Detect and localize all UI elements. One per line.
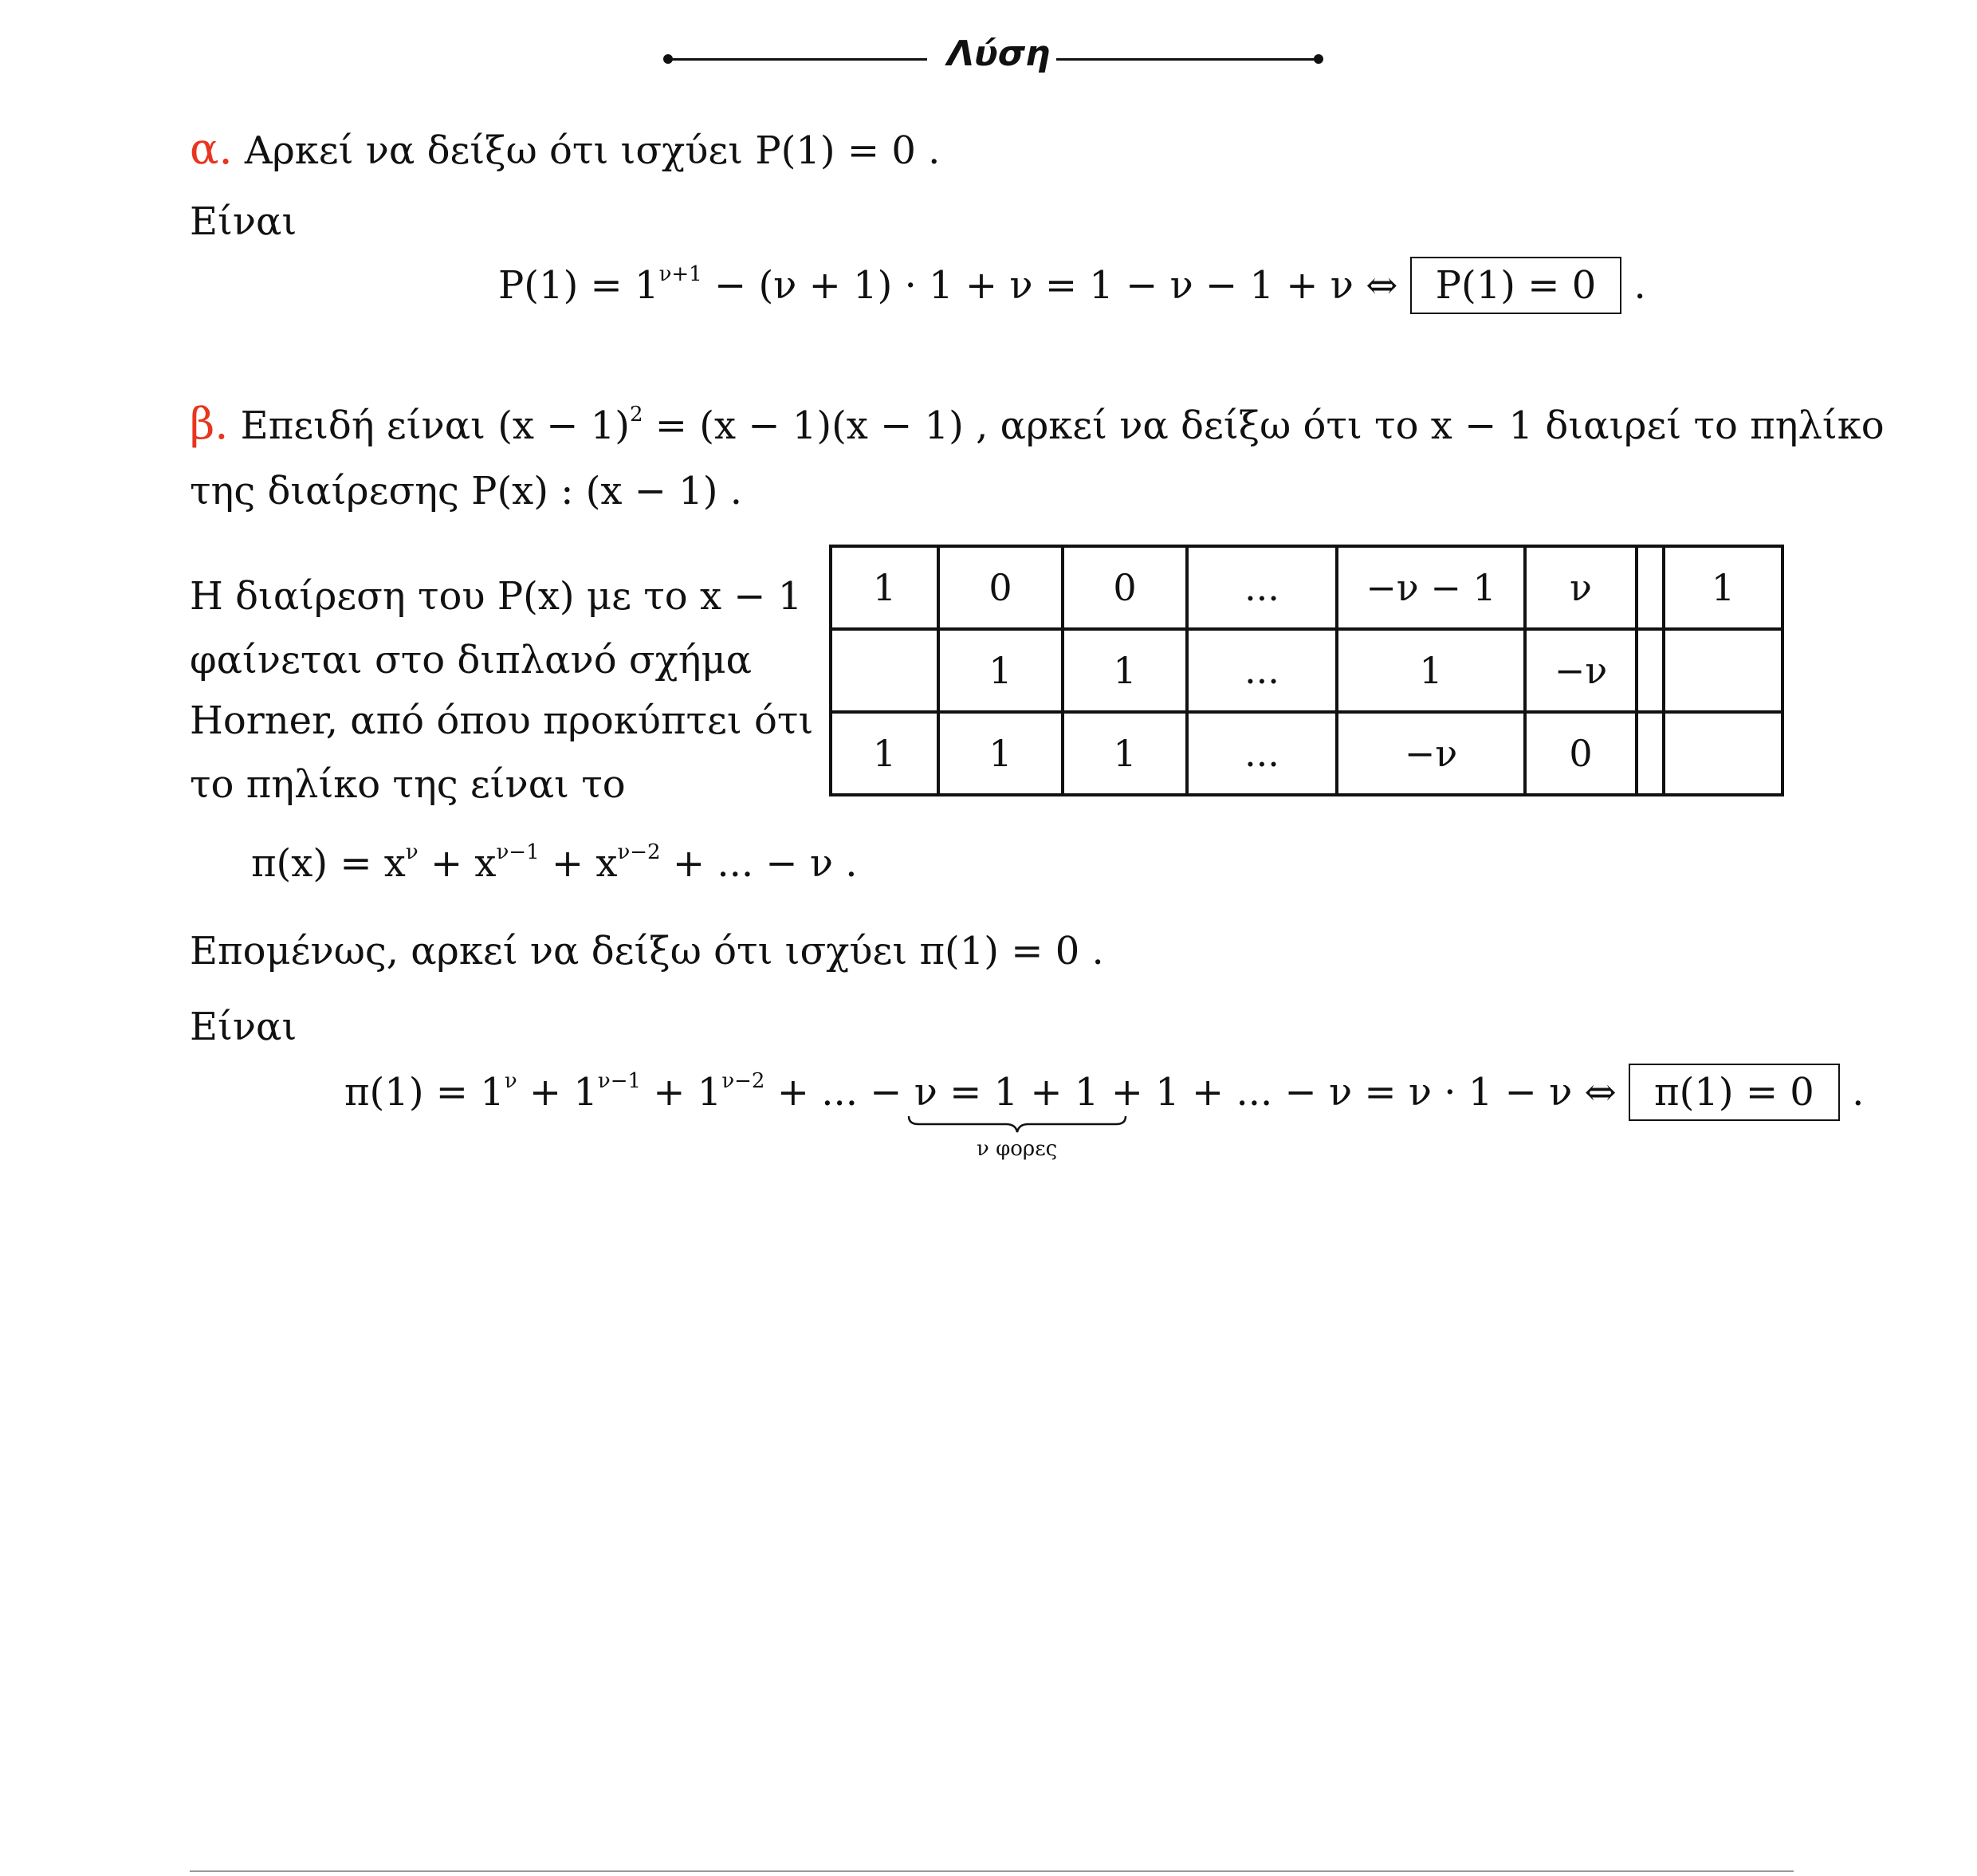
horner-row-products xyxy=(831,629,1782,712)
horner-separator xyxy=(1637,546,1664,629)
beta-line1-sup: 2 xyxy=(630,403,643,427)
horner-row-coefficients xyxy=(831,546,1782,629)
therefore-statement: Επομένως, αρκεί να δείξω ότι ισχύει π(1) = 0 . xyxy=(190,929,1104,973)
f-sup-1: ν xyxy=(504,1069,517,1093)
horner-cell: ν xyxy=(1525,546,1637,629)
beta-para-2: φαίνεται στο διπλανό σχήμα xyxy=(190,638,753,682)
f-a: π(1) = 1 xyxy=(344,1070,505,1115)
beta-einai: Είναι xyxy=(190,1005,297,1049)
pi-sup-1: ν xyxy=(405,840,419,864)
horner-cell: 0 xyxy=(938,546,1063,629)
f-end: . xyxy=(1852,1070,1865,1115)
alpha-eq-end: . xyxy=(1633,263,1646,308)
horner-cell: 1 xyxy=(831,712,938,795)
horner-cell: 0 xyxy=(1063,546,1187,629)
horner-row-quotient xyxy=(831,712,1782,795)
f-b: + 1 xyxy=(517,1070,598,1115)
f-d: + ... − ν = xyxy=(764,1070,994,1115)
horner-cell xyxy=(1664,712,1782,795)
beta-para-4: το πηλίκο της είναι το xyxy=(190,762,626,807)
beta-line-1 xyxy=(190,399,1885,449)
f-sup-3: ν−2 xyxy=(721,1069,765,1093)
title-right-rule xyxy=(1056,58,1318,61)
pi-d: + ... − ν . xyxy=(660,841,858,886)
pi-b: + x xyxy=(418,841,497,886)
alpha-statement xyxy=(190,124,940,174)
f-e: − ν = ν · 1 − ν ⇔ xyxy=(1272,1070,1617,1115)
horner-cell: ... xyxy=(1187,546,1337,629)
beta-result-box: π(1) = 0 xyxy=(1629,1064,1840,1121)
horner-cell: 1 xyxy=(831,546,938,629)
brace-label: ν φορες xyxy=(977,1137,1058,1161)
horner-table xyxy=(829,545,1784,796)
horner-cell: ... xyxy=(1187,712,1337,795)
beta-label: β. xyxy=(190,399,229,449)
beta-line1-a: Επειδή είναι (x − 1) xyxy=(240,403,630,448)
beta-line1-b: = (x − 1)(x − 1) , αρκεί να δείξω ότι το x − 1 διαιρεί το πηλίκο xyxy=(643,403,1885,448)
horner-separator xyxy=(1637,712,1664,795)
horner-cell xyxy=(1664,629,1782,712)
beta-line-2: της διαίρεσης P(x) : (x − 1) . xyxy=(190,469,742,513)
alpha-einai: Είναι xyxy=(190,199,297,244)
alpha-label: α. xyxy=(190,124,233,174)
section-title: Λύση xyxy=(947,33,1051,74)
horner-cell: 0 xyxy=(1525,712,1637,795)
pi-sup-3: ν−2 xyxy=(617,840,661,864)
pi-a: π(x) = x xyxy=(251,841,406,886)
pi-sup-2: ν−1 xyxy=(496,840,540,864)
f-c: + 1 xyxy=(641,1070,722,1115)
footer-rule xyxy=(190,1870,1794,1872)
horner-separator xyxy=(1637,629,1664,712)
horner-cell: −ν xyxy=(1337,712,1525,795)
alpha-statement-text: Αρκεί να δείξω ότι ισχύει P(1) = 0 . xyxy=(244,128,941,173)
horner-cell: 1 xyxy=(938,712,1063,795)
alpha-eq-lhs: P(1) = 1 xyxy=(498,263,659,308)
horner-cell: 1 xyxy=(1063,712,1187,795)
horner-cell: −ν xyxy=(1525,629,1637,712)
quotient-formula xyxy=(251,841,858,886)
underbrace-icon xyxy=(907,1115,1127,1135)
pi-c: + x xyxy=(539,841,618,886)
title-left-rule xyxy=(668,58,927,61)
beta-para-3: Horner, από όπου προκύπτει ότι xyxy=(190,698,814,743)
title-right-dot xyxy=(1314,54,1323,64)
alpha-eq-sup: ν+1 xyxy=(658,262,702,286)
horner-cell: 1 xyxy=(938,629,1063,712)
underbrace-terms: 1 + 1 + 1 + ... xyxy=(993,1070,1273,1115)
beta-para-1: Η διαίρεση του P(x) με το x − 1 xyxy=(190,574,803,619)
f-sup-2: ν−1 xyxy=(597,1069,642,1093)
alpha-eq-rhs: − (ν + 1) · 1 + ν = 1 − ν − 1 + ν ⇔ xyxy=(702,263,1398,308)
horner-cell: −ν − 1 xyxy=(1337,546,1525,629)
alpha-equation xyxy=(498,257,1646,314)
horner-cell: 1 xyxy=(1063,629,1187,712)
horner-cell: 1 xyxy=(1337,629,1525,712)
horner-cell xyxy=(831,629,938,712)
alpha-result-box: P(1) = 0 xyxy=(1410,257,1622,314)
horner-cell: ... xyxy=(1187,629,1337,712)
final-equation xyxy=(344,1064,1864,1121)
horner-root-cell: 1 xyxy=(1664,546,1782,629)
